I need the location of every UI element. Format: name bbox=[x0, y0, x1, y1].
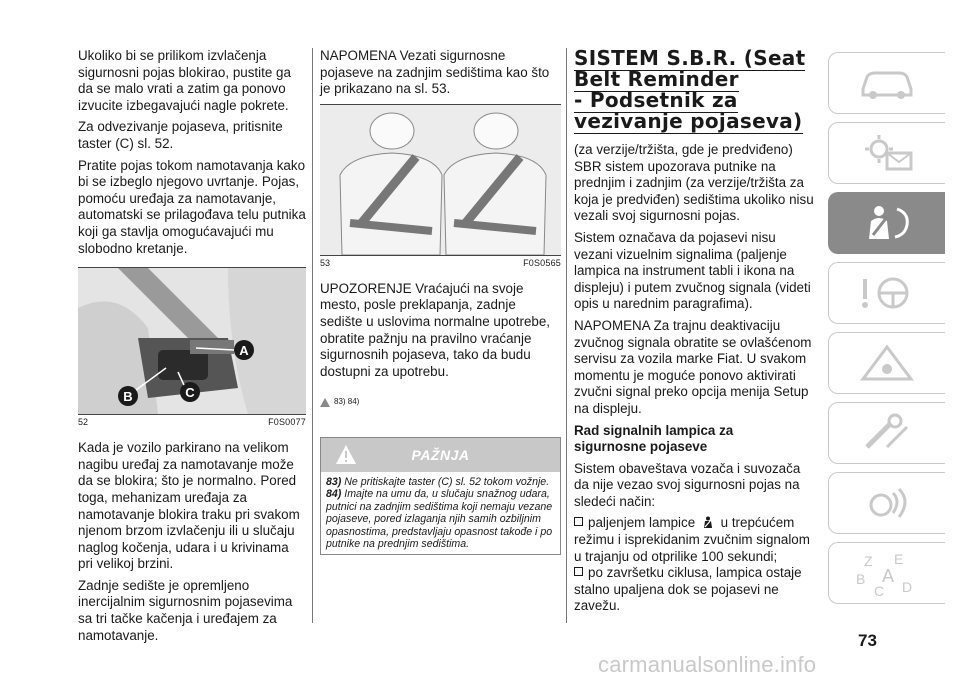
svg-text:B: B bbox=[856, 571, 866, 587]
figure-code: F0S0565 bbox=[523, 257, 561, 268]
chapter-tab-emergency[interactable] bbox=[828, 332, 945, 394]
starting-driving-icon bbox=[857, 273, 917, 313]
paragraph: NAPOMENA Vezati sigurnosne pojaseve na zadnjim sedištima kao što je prikazano na sl. 53. bbox=[320, 48, 550, 97]
svg-text:A: A bbox=[882, 566, 895, 586]
figure-caption bbox=[78, 417, 306, 428]
bullet-text: paljenjem lampice bbox=[588, 515, 696, 531]
paragraph: Sistem označava da pojasevi nisu vezani vizuelnim signalima (paljenje lampica na instrument tabli i ikona na displeju) i putem zvučnog signala (videti opis u narednim paragrafima). bbox=[574, 229, 811, 312]
warning-triangle-icon bbox=[320, 398, 330, 407]
seatbelt-buckle-illustration bbox=[78, 268, 306, 414]
bullet-box-icon bbox=[574, 567, 583, 576]
chapter-tab-multimedia[interactable] bbox=[828, 472, 945, 534]
chapter-tab-safety[interactable] bbox=[828, 192, 945, 254]
svg-text:C: C bbox=[874, 583, 885, 596]
bullet-item bbox=[574, 565, 816, 615]
callout-label-b: B bbox=[123, 389, 133, 405]
warning-item-text: Ne pritiskajte taster (C) sl. 52 tokom vožnje. bbox=[344, 475, 550, 488]
subheading-line: sigurnosne pojaseve bbox=[574, 439, 708, 455]
warning-item bbox=[326, 488, 555, 550]
paragraph: Kada je vozilo parkirano na velikom nagibu uređaj za namotavanje može da se blokira; što je normalno. Pored toga, mehanizam uređaja za namotavanje blokira traku pri svakom njenom brzom izvlačenju ili u slučaju naglog kočenja, udara i u krivinama pri velikoj brzini. bbox=[78, 440, 300, 572]
svg-text:Z: Z bbox=[864, 553, 873, 569]
warning-item-text: Imajte na umu da, u slučaju snažnog udara, putnici na zadnjim sedištima koji nemaju vezane pojaseve, pored izlaganja njih samih ozbiljnim opasnostima, predstavljaju opasnost takođe i po putnike na prednjim sedištima. bbox=[326, 488, 553, 550]
rear-seatbelts-illustration bbox=[320, 105, 561, 255]
bullet-box-icon bbox=[574, 517, 583, 526]
chapter-tab-starting-driving[interactable] bbox=[828, 262, 945, 324]
index-icon bbox=[852, 550, 922, 596]
warning-references bbox=[320, 394, 561, 411]
safety-icon bbox=[857, 203, 917, 243]
chapter-tab-warning-lights[interactable] bbox=[828, 122, 945, 184]
warning-lights-icon bbox=[857, 133, 917, 173]
heading-line: SISTEM S.B.R. (Seat bbox=[574, 46, 806, 70]
column-divider bbox=[312, 48, 313, 623]
column-2 bbox=[320, 48, 561, 555]
chapter-tab-index[interactable] bbox=[828, 542, 945, 604]
warning-item-number: 84) bbox=[326, 488, 342, 501]
warning-item bbox=[326, 476, 555, 488]
figure-code: F0S0077 bbox=[268, 417, 306, 428]
warning-body bbox=[321, 472, 560, 554]
figure-number: 52 bbox=[78, 417, 89, 428]
warning-box bbox=[320, 437, 561, 555]
watermark: carmanualsonline.info bbox=[598, 652, 817, 677]
svg-text:E: E bbox=[894, 551, 904, 567]
column-1 bbox=[78, 48, 306, 649]
paragraph: Za odvezivanje pojaseva, pritisnite taster (C) sl. 52. bbox=[78, 119, 283, 151]
column-divider bbox=[566, 48, 567, 623]
paragraph: Zadnje sedište je opremljeno inercijalnim sigurnosnim pojasevima sa tri tačke kačenja i uređajem za namotavanje. bbox=[78, 577, 293, 643]
callout-label-a: A bbox=[239, 343, 249, 359]
reference-numbers: 83) 84) bbox=[334, 397, 360, 407]
callout-label-c: C bbox=[185, 385, 195, 401]
paragraph: (za verzije/tržišta, gde je predviđeno) SBR sistem upozorava putnike na prednjim i zadnjim (za verzije/tržišta za koja je predviđen) sedištima ukoliko nisu vezali svoj sigurnosni pojas. bbox=[574, 142, 814, 224]
bullet-text: u trepćućem režimu i isprekidanim zvučnim signalom u trajanju od otprilike 100 sekundi; bbox=[574, 515, 810, 564]
warning-item-number: 83) bbox=[326, 475, 342, 488]
section-heading bbox=[574, 48, 816, 132]
subheading bbox=[574, 423, 816, 456]
paragraph: UPOZORENJE Vraćajući na svoje mesto, posle preklapanja, zadnje sedište u uslovima normalne upotrebe, obratite pažnju na pravilno vraćanje sigurnosnih pojaseva, tako da budu dostupni za upotrebu. bbox=[320, 280, 551, 379]
svg-text:D: D bbox=[902, 579, 913, 595]
chapter-sidebar bbox=[828, 52, 946, 612]
heading-line: vezivanje pojaseva) bbox=[574, 109, 803, 133]
chapter-tab-service[interactable] bbox=[828, 402, 945, 464]
warning-title: PAŽNJA bbox=[411, 446, 470, 463]
paragraph: NAPOMENA Za trajnu deaktivaciju zvučnog signala obratite se ovlašćenom servisu za vozila marke Fiat. U svakom momentu je moguće ponovo aktivirati zvučni signal preko opcija menija Setup na displeju. bbox=[574, 317, 812, 416]
bullet-text: po završetku ciklusa, lampica ostaje stalno upaljena dok se pojasevi ne zavežu. bbox=[574, 565, 802, 614]
page-number: 73 bbox=[858, 631, 877, 650]
figure-53 bbox=[320, 104, 561, 256]
heading-line: Belt Reminder bbox=[574, 67, 739, 91]
figure-caption bbox=[320, 258, 561, 269]
column-3 bbox=[574, 48, 816, 615]
paragraph: Ukoliko bi se prilikom izvlačenja sigurnosni pojas blokirao, pustite ga da se malo vrati a zatim ga ponovo izvucite izbegavajući nagle pokrete. bbox=[78, 48, 291, 113]
warning-header bbox=[321, 438, 560, 472]
multimedia-icon bbox=[857, 483, 917, 523]
service-icon bbox=[857, 413, 917, 453]
emergency-icon bbox=[857, 343, 917, 383]
heading-line: - Podsetnik za bbox=[574, 88, 738, 112]
figure-number: 53 bbox=[320, 257, 331, 268]
warning-triangle-icon bbox=[335, 444, 357, 466]
figure-52 bbox=[78, 267, 306, 415]
car-icon bbox=[857, 65, 917, 101]
chapter-tab-car[interactable] bbox=[828, 52, 945, 114]
paragraph: Sistem obaveštava vozača i suvozača da nije vezao svoj sigurnosni pojas na sledeći način: bbox=[574, 460, 801, 509]
bullet-item bbox=[574, 515, 816, 565]
seatbelt-warning-icon bbox=[702, 516, 714, 529]
paragraph: Pratite pojas tokom namotavanja kako bi se izbeglo njegovo uvrtanje. Pojas, pomoću uređaja za namotavanje, automatski se prilagođava telu putnika koji ga stavlja omogućavajući mu slobodno kretanje. bbox=[78, 157, 306, 256]
subheading-line: Rad signalnih lampica za bbox=[574, 422, 734, 438]
